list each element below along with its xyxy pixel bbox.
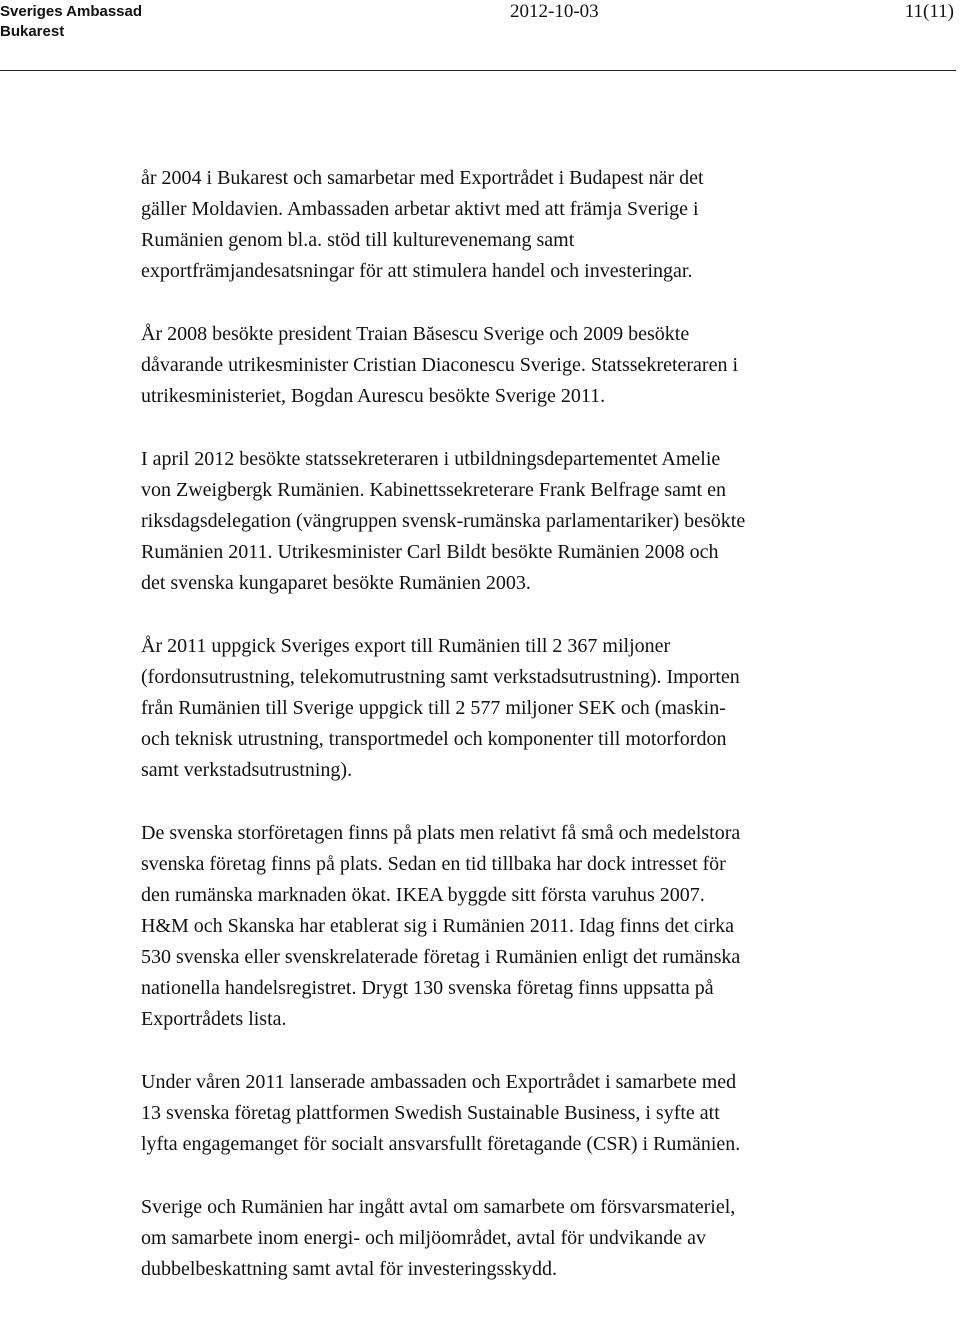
organization-name bbox=[0, 2, 142, 42]
text-line: Sverige och Rumänien har ingått avtal om samarbete om försvarsmateriel, bbox=[141, 1196, 736, 1218]
text-line: riksdagsdelegation (vängruppen svensk-rumänska parlamentariker) besökte bbox=[141, 510, 746, 532]
text-line: lyfta engagemanget för socialt ansvarsfullt företagande (CSR) i Rumänien. bbox=[141, 1133, 741, 1155]
organization-line-2: Bukarest bbox=[0, 23, 65, 40]
text-line: dubbelbeskattning samt avtal för investeringsskydd. bbox=[141, 1258, 558, 1280]
text-line: år 2004 i Bukarest och samarbetar med Exportrådet i Budapest när det bbox=[141, 167, 704, 189]
text-line: exportfrämjandesatsningar för att stimulera handel och investeringar. bbox=[141, 260, 693, 282]
text-line: I april 2012 besökte statssekreteraren i utbildningsdepartementet Amelie bbox=[141, 448, 721, 470]
text-line: den rumänska marknaden ökat. IKEA byggde sitt första varuhus 2007. bbox=[141, 884, 705, 906]
text-line: Rumänien genom bl.a. stöd till kulturevenemang samt bbox=[141, 229, 575, 251]
text-line: Exportrådets lista. bbox=[141, 1008, 287, 1030]
text-line: om samarbete inom energi- och miljöområdet, avtal för undvikande av bbox=[141, 1227, 707, 1249]
text-line: nationella handelsregistret. Drygt 130 svenska företag finns uppsatta på bbox=[141, 977, 714, 999]
header-divider bbox=[0, 70, 956, 71]
paragraph bbox=[141, 818, 853, 1035]
page-number: 11(11) bbox=[904, 1, 954, 22]
text-line: (fordonsutrustning, telekomutrustning samt verkstadsutrustning). Importen bbox=[141, 666, 740, 688]
text-line: svenska företag finns på plats. Sedan en tid tillbaka har dock intresset för bbox=[141, 853, 726, 875]
text-line: gäller Moldavien. Ambassaden arbetar aktivt med att främja Sverige i bbox=[141, 198, 699, 220]
paragraph bbox=[141, 631, 853, 786]
text-line: von Zweigbergk Rumänien. Kabinettssekreterare Frank Belfrage samt en bbox=[141, 479, 726, 501]
paragraph bbox=[141, 163, 853, 287]
paragraph bbox=[141, 319, 853, 412]
paragraph bbox=[141, 444, 853, 599]
page-header bbox=[0, 0, 960, 74]
text-line: År 2011 uppgick Sveriges export till Rumänien till 2 367 miljoner bbox=[141, 635, 671, 657]
text-line: H&M och Skanska har etablerat sig i Rumänien 2011. Idag finns det cirka bbox=[141, 915, 734, 937]
text-line: dåvarande utrikesminister Cristian Diaconescu Sverige. Statssekreteraren i bbox=[141, 354, 739, 376]
text-line: Rumänien 2011. Utrikesminister Carl Bildt besökte Rumänien 2008 och bbox=[141, 541, 719, 563]
text-line: och teknisk utrustning, transportmedel och komponenter till motorfordon bbox=[141, 728, 727, 750]
text-line: Under våren 2011 lanserade ambassaden och Exportrådet i samarbete med bbox=[141, 1071, 737, 1093]
organization-line-1: Sveriges Ambassad bbox=[0, 3, 143, 20]
text-line: År 2008 besökte president Traian Băsescu Sverige och 2009 besökte bbox=[141, 323, 690, 345]
document-date: 2012-10-03 bbox=[510, 1, 599, 22]
text-line: samt verkstadsutrustning). bbox=[141, 759, 353, 781]
text-line: De svenska storföretagen finns på plats men relativt få små och medelstora bbox=[141, 822, 741, 844]
text-line: 13 svenska företag plattformen Swedish Sustainable Business, i syfte att bbox=[141, 1102, 720, 1124]
text-line: det svenska kungaparet besökte Rumänien 2003. bbox=[141, 572, 531, 594]
paragraph bbox=[141, 1067, 853, 1160]
document-body bbox=[141, 163, 853, 1317]
text-line: utrikesministeriet, Bogdan Aurescu besökte Sverige 2011. bbox=[141, 385, 606, 407]
paragraph bbox=[141, 1192, 853, 1285]
text-line: 530 svenska eller svenskrelaterade företag i Rumänien enligt det rumänska bbox=[141, 946, 741, 968]
text-line: från Rumänien till Sverige uppgick till 2 577 miljoner SEK och (maskin- bbox=[141, 697, 726, 719]
